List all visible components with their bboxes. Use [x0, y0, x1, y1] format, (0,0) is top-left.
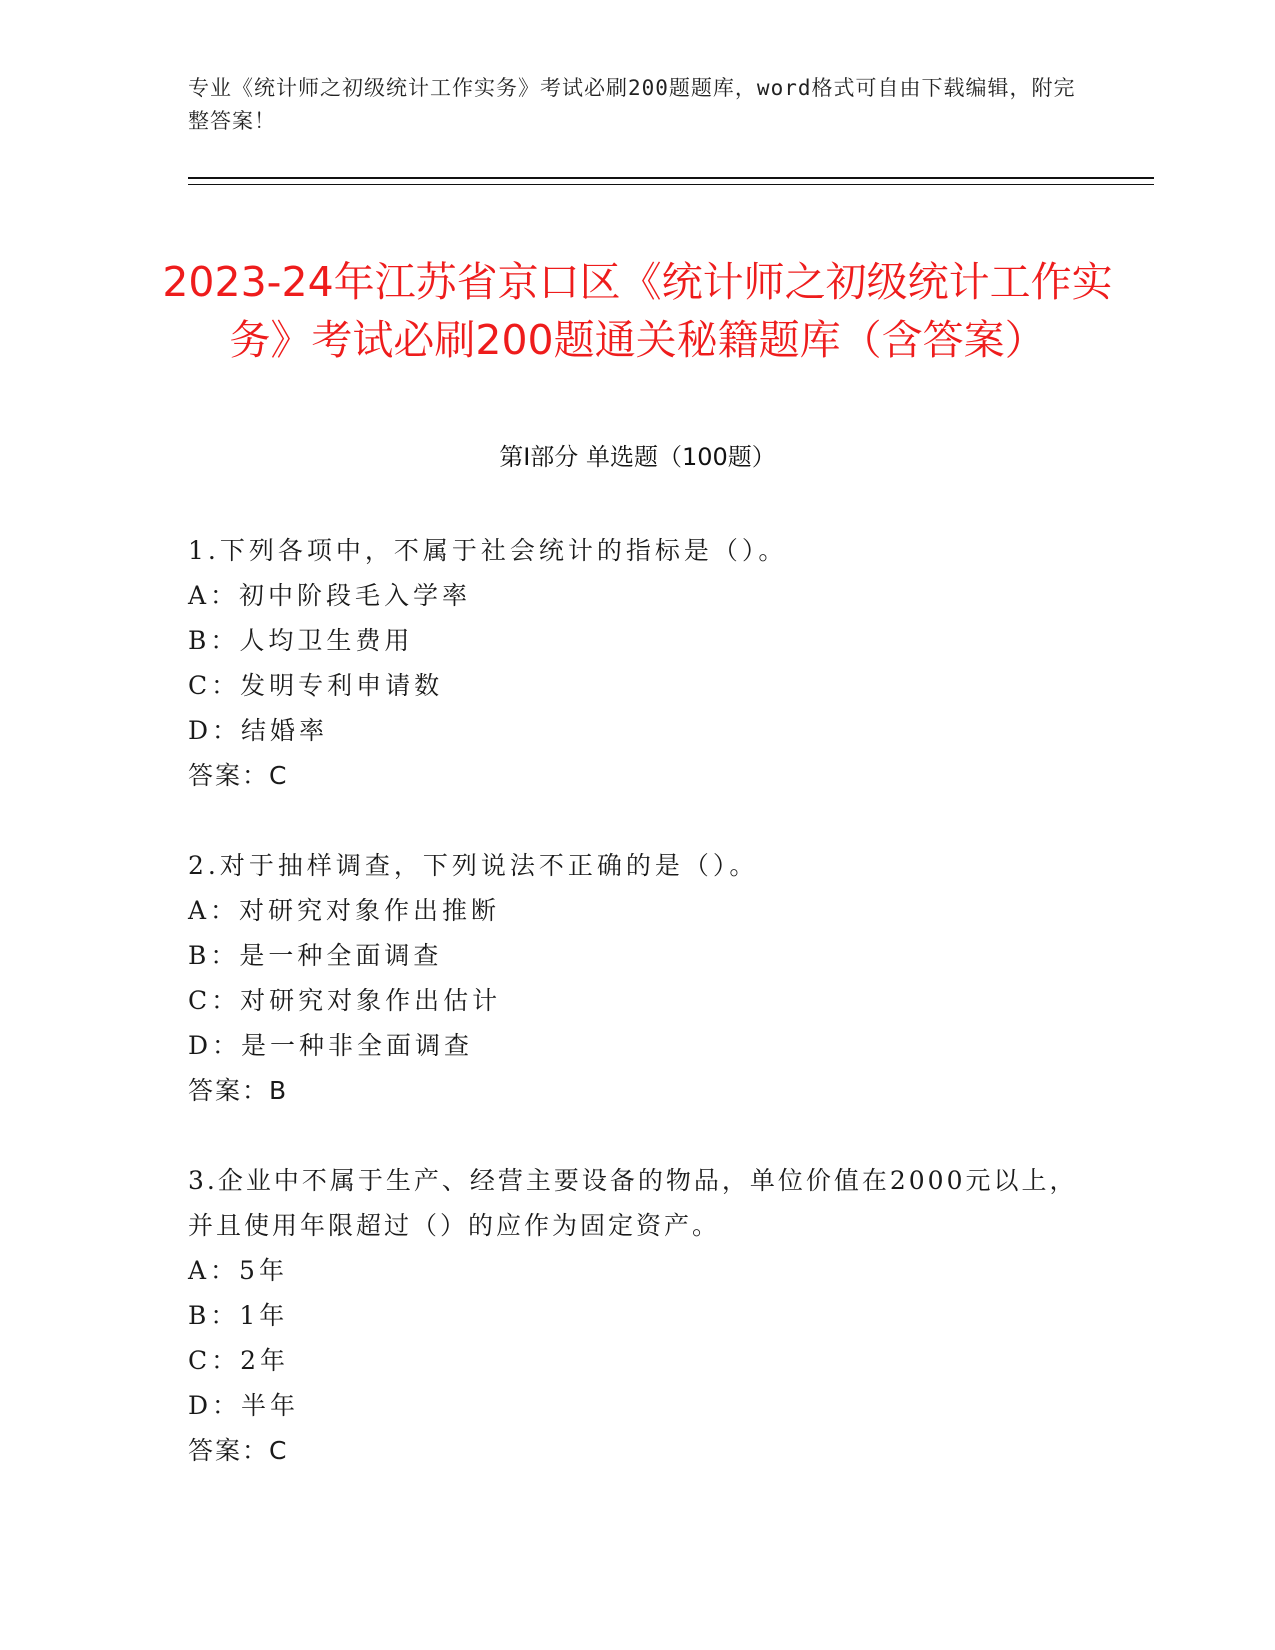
answer: 答案：C	[188, 761, 289, 790]
option-d: D：是一种非全面调查	[188, 1031, 474, 1060]
question-stem: 1.下列各项中，不属于社会统计的指标是（）。	[188, 536, 788, 565]
header-rule-thin	[188, 184, 1154, 185]
question-1	[188, 528, 1088, 798]
answer: 答案：B	[188, 1076, 289, 1105]
question-list	[188, 528, 1088, 1518]
section-title: 第I部分 单选题（100题）	[499, 443, 776, 471]
question-stem: 3.企业中不属于生产、经营主要设备的物品，单位价值在2000元以上，并且使用年限超过（）的应作为固定资产。	[188, 1166, 1078, 1240]
option-c: C：对研究对象作出估计	[188, 986, 502, 1015]
option-b: B：1年	[188, 1301, 289, 1330]
option-a: A：初中阶段毛入学率	[188, 581, 472, 610]
header-rule-thick	[188, 177, 1154, 179]
option-a: A：5年	[188, 1256, 288, 1285]
question-2	[188, 843, 1088, 1113]
option-c: C：发明专利申请数	[188, 671, 444, 700]
answer: 答案：C	[188, 1436, 289, 1465]
option-d: D：半年	[188, 1391, 300, 1420]
option-a: A：对研究对象作出推断	[188, 896, 501, 925]
document-title: 2023-24年江苏省京口区《统计师之初级统计工作实务》考试必刷200题通关秘籍题库（含答案）	[162, 258, 1113, 365]
option-b: B：人均卫生费用	[188, 626, 414, 655]
option-d: D：结婚率	[188, 716, 329, 745]
question-3	[188, 1158, 1088, 1473]
header-note: 专业《统计师之初级统计工作实务》考试必刷200题题库，word格式可自由下载编辑，附完整答案！	[188, 76, 1076, 133]
option-c: C：2年	[188, 1346, 290, 1375]
option-b: B：是一种全面调查	[188, 941, 443, 970]
question-stem: 2.对于抽样调查，下列说法不正确的是（）。	[188, 851, 759, 880]
